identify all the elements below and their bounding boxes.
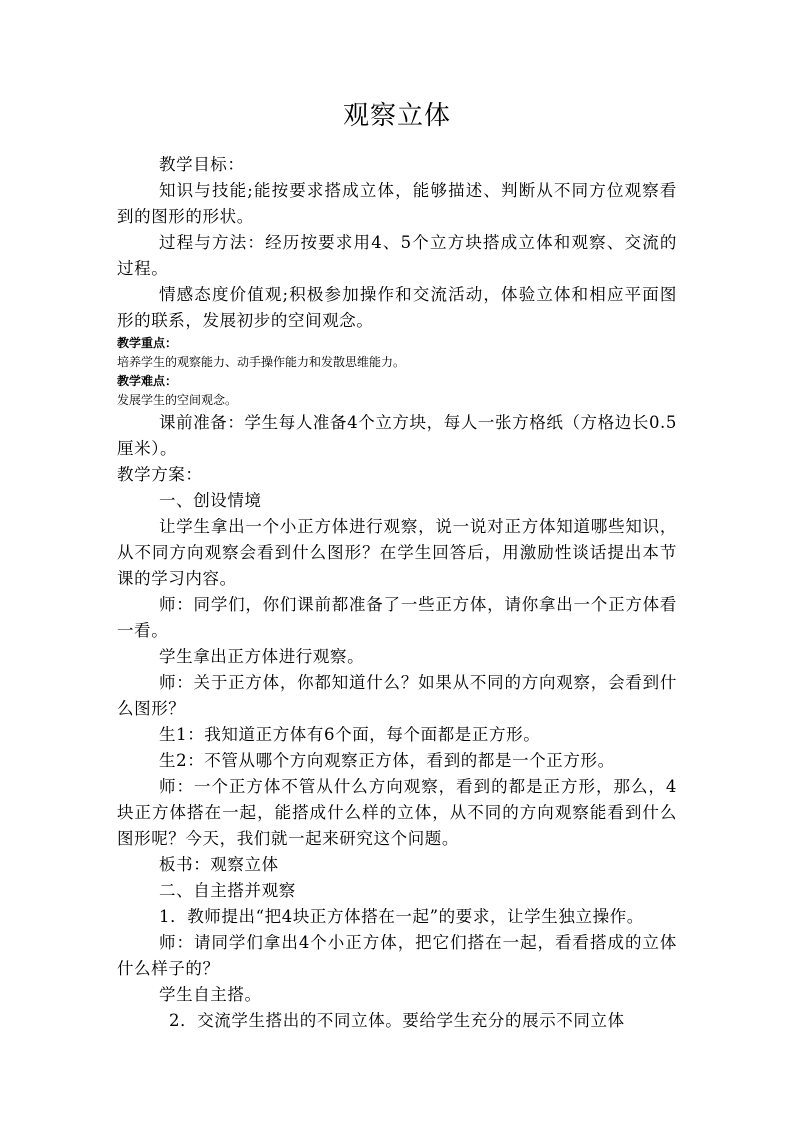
paragraph: 2．交流学生搭出的不同立体。要给学生充分的展示不同立体 bbox=[169, 1011, 625, 1030]
paragraph: 二、自主搭并观察 bbox=[159, 881, 296, 900]
paragraph: 情感态度价值观;积极参加操作和交流活动，体验立体和相应平面图形的联系，发展初步的空间观念。 bbox=[117, 285, 677, 330]
paragraph: 学生自主搭。 bbox=[159, 985, 262, 1004]
paragraph: 师：请同学们拿出4个小正方体，把它们搭在一起，看看搭成的立体什么样子的？ bbox=[117, 933, 677, 978]
paragraph: 教学目标： bbox=[159, 155, 245, 174]
paragraph: 教学重点： bbox=[117, 336, 178, 350]
paragraph: 师：一个正方体不管从什么方向观察，看到的都是正方形，那么，4块正方体搭在一起，能搭成什么样的立体，从不同的方向观察能看到什么图形呢？今天，我们就一起来研究这个问题。 bbox=[117, 777, 677, 848]
paragraph: 学生拿出正方体进行观察。 bbox=[159, 647, 365, 666]
paragraph: 师：关于正方体，你都知道什么？如果从不同的方向观察，会看到什么图形？ bbox=[117, 673, 677, 718]
paragraph: 教学难点： bbox=[117, 374, 178, 388]
document-body bbox=[117, 152, 677, 1034]
paragraph: 生1：我知道正方体有6个面，每个面都是正方形。 bbox=[159, 725, 541, 744]
paragraph: 知识与技能;能按要求搭成立体，能够描述、判断从不同方位观察看到的图形的形状。 bbox=[117, 181, 677, 226]
paragraph: 课前准备：学生每人准备4个立方块，每人一张方格纸（方格边长0.5厘米）。 bbox=[117, 413, 677, 458]
paragraph: 过程与方法：经历按要求用4、5个立方块搭成立体和观察、交流的过程。 bbox=[117, 233, 677, 278]
paragraph: 教学方案： bbox=[117, 465, 203, 484]
paragraph: 板书：观察立体 bbox=[159, 855, 279, 874]
paragraph: 一、创设情境 bbox=[159, 491, 262, 510]
paragraph: 1．教师提出“把4块正方体搭在一起”的要求，让学生独立操作。 bbox=[159, 907, 644, 926]
paragraph: 发展学生的空间观念。 bbox=[117, 393, 238, 407]
document-title: 观察立体 bbox=[342, 101, 451, 131]
paragraph: 培养学生的观察能力、动手操作能力和发散思维能力。 bbox=[117, 355, 406, 369]
paragraph: 师：同学们，你们课前都准备了一些正方体，请你拿出一个正方体看一看。 bbox=[117, 595, 677, 640]
paragraph: 让学生拿出一个小正方体进行观察，说一说对正方体知道哪些知识，从不同方向观察会看到什么图形？在学生回答后，用激励性谈话提出本节课的学习内容。 bbox=[117, 517, 677, 588]
paragraph: 生2：不管从哪个方向观察正方体，看到的都是一个正方形。 bbox=[159, 751, 615, 770]
